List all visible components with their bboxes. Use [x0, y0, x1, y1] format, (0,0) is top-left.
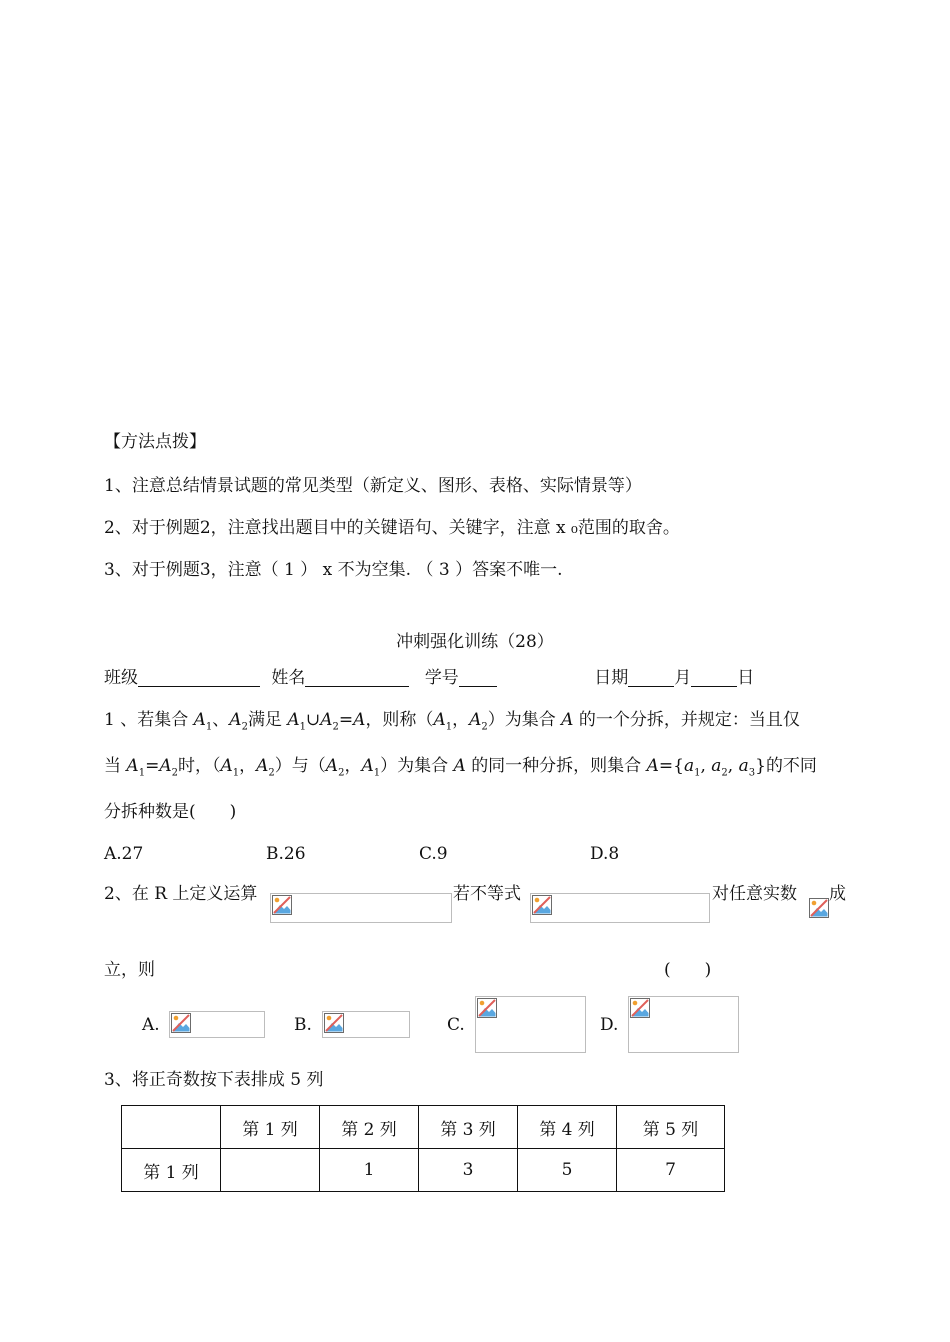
training-title: 冲刺强化训练（28）: [396, 632, 554, 652]
odd-number-table: [121, 1105, 725, 1192]
q2-text-line-2: 立，则: [104, 960, 155, 980]
id-label: 学号: [424, 668, 459, 688]
table-cell: [221, 1149, 320, 1192]
class-label: 班级: [104, 668, 138, 688]
table-header-cell: 第 1 列: [221, 1106, 320, 1149]
q2-text-3: 对任意实数: [712, 884, 797, 904]
month-label: 月: [674, 668, 692, 688]
q2-text-4: 成: [829, 884, 846, 904]
q2-text-1: 2、在 R 上定义运算: [104, 884, 258, 904]
q1-option-a[interactable]: A.27: [104, 844, 144, 864]
table-header-cell: 第 2 列: [320, 1106, 419, 1149]
date-blank: [628, 668, 674, 687]
table-cell: 1: [320, 1149, 419, 1192]
table-header-cell: 第 3 列: [419, 1106, 518, 1149]
name-label: 姓名: [271, 668, 306, 688]
q2-formula-2-placeholder: [530, 893, 710, 923]
q1-line-1: 1 、若集合 $A_1$、$A_2$满足 $A_1\cup A_2=A$，则称（$A_1$，$A_2$）为集合 A 的一个分拆，并规定：当且仅: [104, 710, 800, 733]
q2-answer-bracket: ( ): [664, 960, 712, 980]
date-label: 日期: [594, 668, 629, 688]
id-blank: [459, 668, 497, 687]
method-tip-3: 3、对于例题3，注意（ 1 ） x 不为空集. （ 3 ）答案不唯一.: [104, 560, 563, 580]
table-cell: 3: [419, 1149, 518, 1192]
q1-line-2: 当 $A_1=A_2$时，（$A_1$，$A_2$）与（$A_2$，$A_1$）为集合 A 的同一种分拆，则集合 $A=\{a_1$, $a_2$, $a_3$}的不同: [104, 756, 817, 779]
table-cell: 第 1 列: [122, 1149, 221, 1192]
broken-image-icon: [809, 898, 829, 918]
broken-image-icon: [532, 895, 552, 915]
name-blank: [305, 668, 409, 687]
q2-option-a-label[interactable]: A.: [142, 1015, 160, 1035]
class-blank: [138, 668, 260, 687]
broken-image-icon: [171, 1013, 191, 1033]
q1-line-3: 分拆种数是( ): [104, 802, 237, 822]
broken-image-icon: [272, 895, 292, 915]
table-header-cell: 第 4 列: [518, 1106, 617, 1149]
broken-image-icon: [477, 998, 497, 1018]
table-cell: 5: [518, 1149, 617, 1192]
table-header-row: [122, 1106, 725, 1149]
q1-option-d[interactable]: D.8: [590, 844, 620, 864]
table-header-cell: [122, 1106, 221, 1149]
q2-option-c-label[interactable]: C.: [447, 1015, 465, 1035]
student-info-line: [104, 666, 754, 690]
table-row: [122, 1149, 725, 1192]
method-tip-2: 2、对于例题2，注意找出题目中的关键语句、关键字，注意 x ₀范围的取舍。: [104, 518, 680, 538]
table-header-cell: 第 5 列: [617, 1106, 725, 1149]
day-label: 日: [737, 668, 755, 688]
month-blank: [691, 668, 737, 687]
method-heading: 【方法点拨】: [104, 432, 206, 452]
broken-image-icon: [630, 998, 650, 1018]
q2-option-d-label[interactable]: D.: [600, 1015, 619, 1035]
table-cell: 7: [617, 1149, 725, 1192]
q2-text-2: 若不等式: [453, 884, 521, 904]
q1-option-b[interactable]: B.26: [266, 844, 306, 864]
broken-image-icon: [324, 1013, 344, 1033]
q2-formula-1-placeholder: [270, 893, 452, 923]
q2-option-b-label[interactable]: B.: [294, 1015, 312, 1035]
q3-text: 3、将正奇数按下表排成 5 列: [104, 1070, 324, 1090]
q1-option-c[interactable]: C.9: [419, 844, 448, 864]
method-tip-1: 1、注意总结情景试题的常见类型（新定义、图形、表格、实际情景等）: [104, 476, 642, 496]
